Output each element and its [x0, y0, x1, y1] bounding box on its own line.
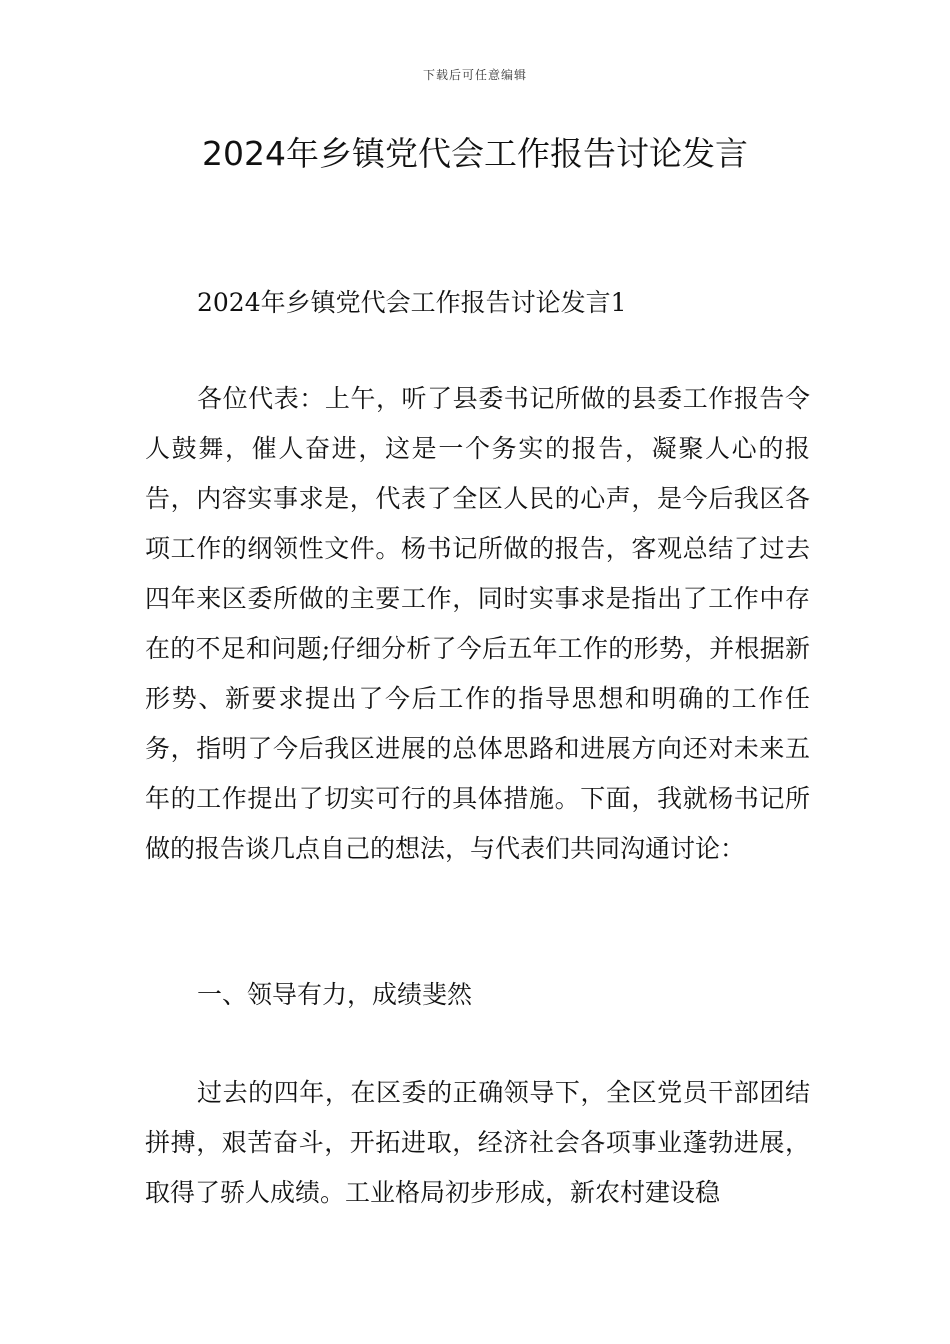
paragraph-intro: 各位代表：上午，听了县委书记所做的县委工作报告令人鼓舞，催人奋进，这是一个务实的报告，凝聚人心的报告，内容实事求是，代表了全区人民的心声，是今后我区各项工作的纲领性文件。杨书记所做的报告，客观总结了过去四年来区委所做的主要工作，同时实事求是指出了工作中存在的不足和问题;仔细分析了今后五年工作的形势，并根据新形势、新要求提出了今后工作的指导思想和明确的工作任务，指明了今后我区进展的总体思路和进展方向还对未来五年的工作提出了切实可行的具体措施。下面，我就杨书记所做的报告谈几点自己的想法，与代表们共同沟通讨论： [145, 384, 810, 863]
document-title: 2024年乡镇党代会工作报告讨论发言 [202, 134, 748, 173]
header-note: 下载后可任意编辑 [422, 68, 527, 82]
document-subtitle: 2024年乡镇党代会工作报告讨论发言1 [197, 288, 627, 317]
paragraph-achievements: 过去的四年，在区委的正确领导下，全区党员干部团结拼搏，艰苦奋斗，开拓进取，经济社会各项事业蓬勃进展，取得了骄人成绩。工业格局初步形成，新农村建设稳 [145, 1078, 810, 1207]
section-heading: 一、领导有力，成绩斐然 [197, 980, 473, 1009]
